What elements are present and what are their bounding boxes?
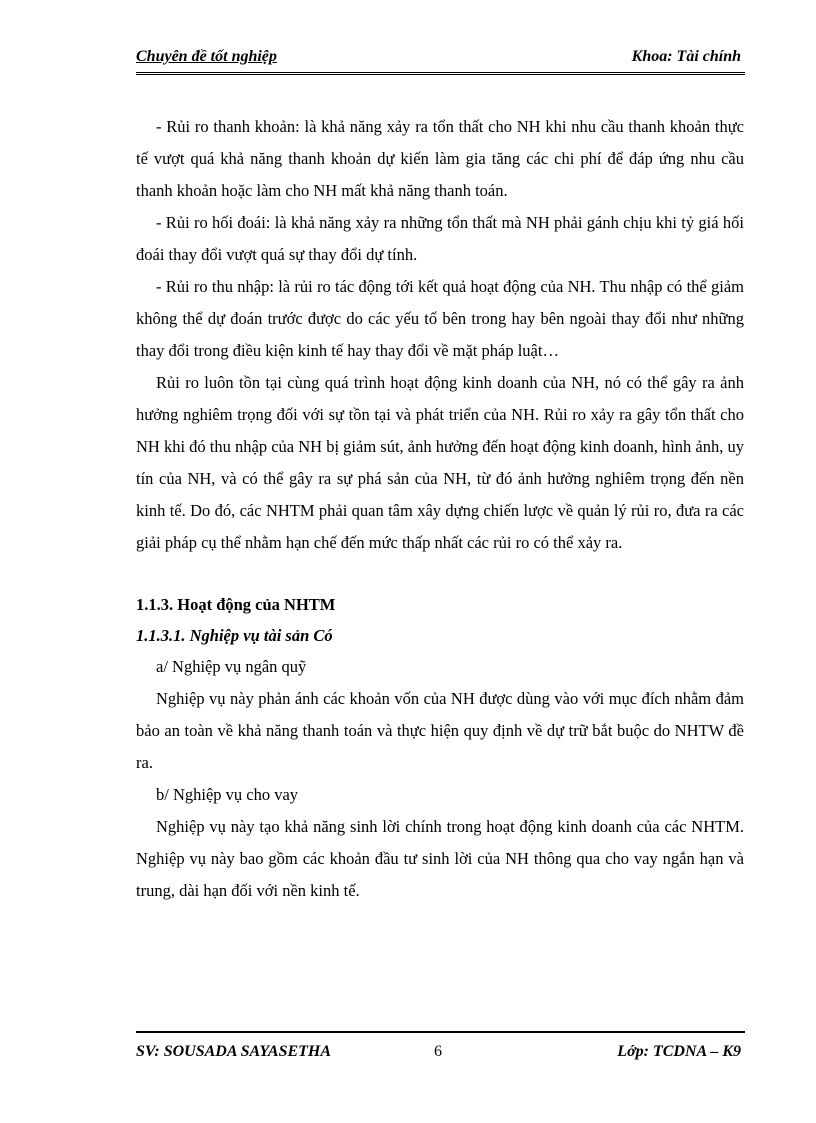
paragraph-treasury: Nghiệp vụ này phản ánh các khoản vốn của NH được dùng vào với mục đích nhằm đảm bảo an toàn về khả năng thanh toán và thực hiện quy định về dự trữ bắt buộc do NHTW đề ra. [136, 689, 744, 772]
paragraph-exchange-risk: - Rủi ro hối đoái: là khả năng xảy ra những tổn thất mà NH phải gánh chịu khi tỷ giá hối đoái thay đổi vượt quá sự thay đổi dự tính. [136, 213, 744, 264]
item-b-heading: b/ Nghiệp vụ cho vay [156, 785, 299, 804]
footer-divider [136, 1031, 745, 1033]
section-heading: 1.1.3. Hoạt động của NHTM [136, 595, 336, 614]
subsection-heading: 1.1.3.1. Nghiệp vụ tài sản Có [136, 626, 333, 645]
paragraph-lending: Nghiệp vụ này tạo khả năng sinh lời chính trong hoạt động kinh doanh của các NHTM. Nghiệp vụ này bao gồm các khoản đầu tư sinh lời của NH thông qua cho vay ngắn hạn và trung, dài hạn đối với nền kinh tế. [136, 817, 744, 900]
item-a-heading: a/ Nghiệp vụ ngân quỹ [156, 657, 307, 676]
header-title: Chuyên đề tốt nghiệp [136, 48, 277, 65]
page-header [136, 48, 745, 75]
footer-class: Lớp: TCDNA – K9 [617, 1043, 741, 1060]
paragraph-income-risk: - Rủi ro thu nhập: là rủi ro tác động tới kết quả hoạt động của NH. Thu nhập có thể giảm không thể dự đoán trước được do các yếu tố bên trong hay bên ngoài thay đổi như những thay đổi trong điều kiện kinh tế hay thay đổi về mặt pháp luật… [136, 277, 744, 360]
paragraph-risk-summary: Rủi ro luôn tồn tại cùng quá trình hoạt động kinh doanh của NH, nó có thể gây ra ảnh hưởng nghiêm trọng đối với sự tồn tại và phát triển của NH. Rủi ro xảy ra gây tổn thất cho NH khi đó thu nhập của NH bị giảm sút, ảnh hưởng đến hoạt động kinh doanh, hình ảnh, uy tín của NH, và có thể gây ra sự phá sản của NH, từ đó ảnh hưởng nghiêm trọng đến nền kinh tế. Do đó, các NHTM phải quan tâm xây dựng chiến lược về quản lý rủi ro, đưa ra các giải pháp cụ thể nhằm hạn chế đến mức thấp nhất các rủi ro có thể xảy ra. [136, 373, 744, 552]
page-number: 6 [434, 1043, 442, 1060]
header-department: Khoa: Tài chính [631, 48, 741, 65]
page-body [136, 111, 744, 907]
paragraph-liquidity-risk: - Rủi ro thanh khoản: là khả năng xảy ra tổn thất cho NH khi nhu cầu thanh khoản thực tế vượt quá khả năng thanh khoản dự kiến làm gia tăng các chi phí để đáp ứng nhu cầu thanh khoản hoặc làm cho NH mất khả năng thanh toán. [136, 117, 744, 200]
footer-student: SV: SOUSADA SAYASETHA [136, 1043, 332, 1060]
spacer [136, 559, 744, 589]
page-footer [136, 1043, 745, 1067]
